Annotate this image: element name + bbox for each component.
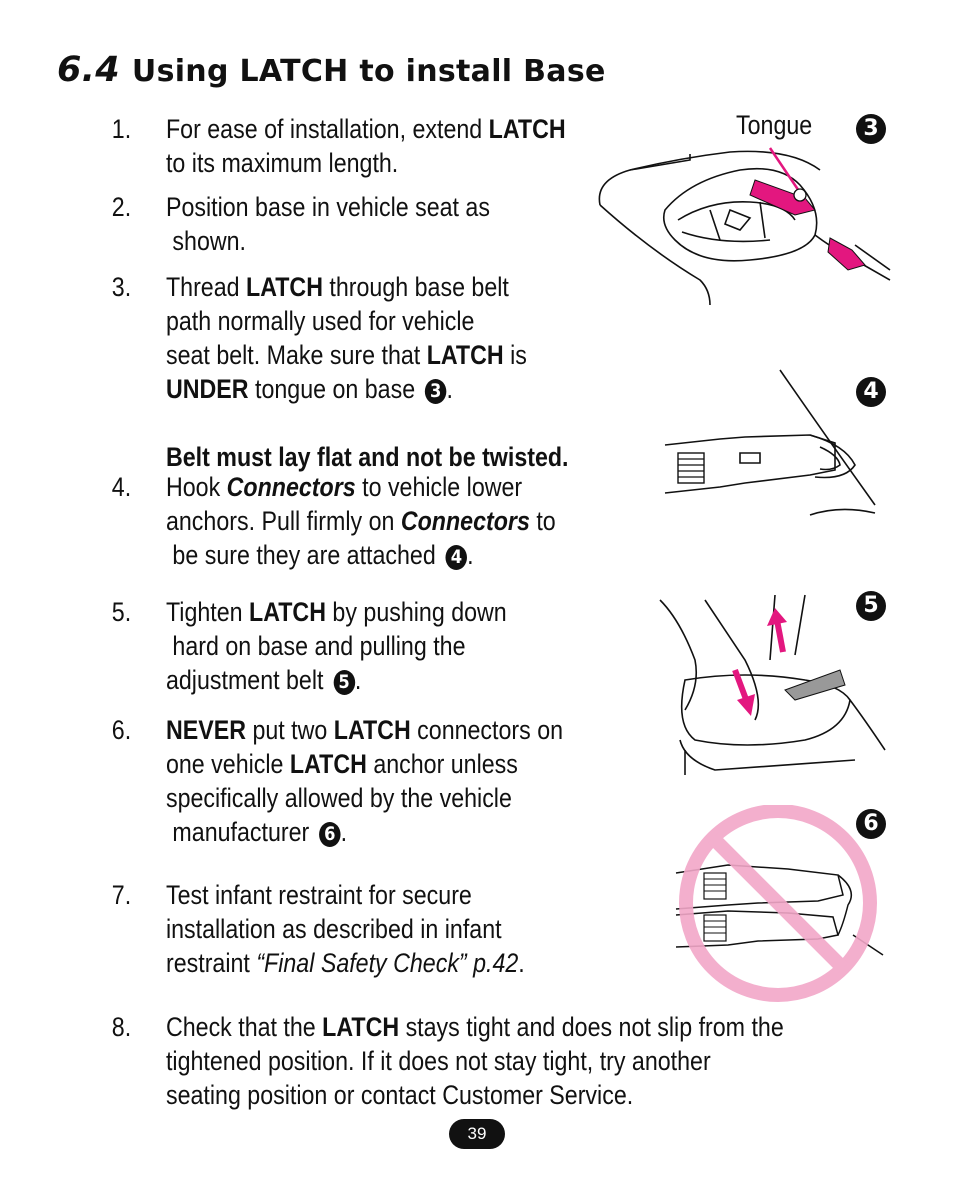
- step-line: [166, 1078, 784, 1112]
- step-text-segment: Hook: [165, 472, 227, 502]
- two-connectors-illustration: [668, 805, 888, 1005]
- step-text-segment: LATCH: [289, 749, 367, 779]
- step-text-segment: one vehicle: [165, 749, 290, 779]
- section-number: 6.4: [57, 50, 120, 90]
- step-line: [166, 406, 569, 440]
- step-line: [166, 338, 569, 372]
- step-text-segment: seating position or contact Customer Service.: [165, 1080, 634, 1110]
- step-text-segment: LATCH: [249, 597, 326, 627]
- step-text-segment: specifically allowed by the vehicle: [165, 783, 512, 813]
- step-line: [166, 946, 525, 980]
- tighten-latch-illustration: [655, 590, 895, 780]
- section-title: Using LATCH to install Base: [131, 54, 606, 89]
- step-text-segment: put two: [245, 715, 334, 745]
- step-text: [166, 1010, 784, 1112]
- figure-4-badge: 4: [856, 377, 886, 407]
- figure-5-badge: 5: [856, 591, 886, 621]
- figure-ref-badge: 3: [425, 379, 447, 404]
- step-text-segment: is: [503, 340, 527, 370]
- step-text-segment: manufacturer: [165, 817, 316, 847]
- step-text-segment: connectors on: [410, 715, 564, 745]
- step-text: [166, 190, 490, 258]
- step-line: [166, 815, 563, 849]
- step-line: [166, 504, 556, 538]
- step-text-segment: Belt must lay flat and not be twisted.: [165, 442, 569, 472]
- step-text-segment: Connectors: [226, 472, 356, 502]
- step-text: [166, 112, 566, 180]
- step-text-segment: shown.: [165, 226, 247, 256]
- step-text-segment: LATCH: [333, 715, 411, 745]
- page-number: 39: [449, 1119, 505, 1149]
- step-text-segment: Connectors: [400, 506, 530, 536]
- step-text-segment: tongue on base: [248, 374, 422, 404]
- step-text-segment: .: [354, 665, 362, 695]
- step-text-segment: hard on base and pulling the: [165, 631, 466, 661]
- step-line: [166, 270, 569, 304]
- step-text-segment: stays tight and does not slip from the: [399, 1012, 784, 1042]
- prohibited-icon: [686, 811, 870, 995]
- step-text-segment: by pushing down: [325, 597, 507, 627]
- figure-ref-badge: 4: [446, 545, 468, 570]
- step-line: [166, 629, 507, 663]
- step-line: [166, 112, 566, 146]
- step-line: [166, 713, 563, 747]
- step-text-segment: tightened position. If it does not stay tight, try another: [165, 1046, 711, 1076]
- step-text-segment: Position base in vehicle seat as: [165, 192, 490, 222]
- step-line: [166, 224, 490, 258]
- step-text: [166, 595, 507, 697]
- step-text-segment: For ease of installation, extend: [165, 114, 489, 144]
- step-text: [166, 713, 563, 849]
- step-number: 4.: [111, 472, 132, 502]
- step-line: [166, 470, 556, 504]
- step-line: [166, 538, 556, 572]
- connector-anchor-illustration: [660, 365, 890, 525]
- tongue-label: Tongue: [736, 110, 813, 140]
- step-text-segment: restraint: [165, 948, 257, 978]
- step-text-segment: [166, 408, 172, 438]
- figure-6-badge: 6: [856, 809, 886, 839]
- figure-3-badge: 3: [856, 114, 886, 144]
- step-text-segment: “Final Safety Check” p.42: [256, 948, 519, 978]
- step-line: [166, 663, 507, 697]
- step-line: [166, 304, 569, 338]
- step-line: [166, 440, 569, 474]
- section-heading: [57, 50, 606, 90]
- step-text-segment: .: [446, 374, 453, 404]
- step-text-segment: Check that the: [165, 1012, 323, 1042]
- step-line: [166, 1044, 784, 1078]
- step-text-segment: UNDER: [165, 374, 249, 404]
- step-text: [166, 270, 569, 474]
- step-line: [166, 1010, 784, 1044]
- step-text-segment: to: [529, 506, 556, 536]
- step-text-segment: Thread: [165, 272, 247, 302]
- step-line: [166, 781, 563, 815]
- step-text-segment: NEVER: [165, 715, 246, 745]
- step-text-segment: through base belt: [322, 272, 509, 302]
- step-line: [166, 595, 507, 629]
- step-text-segment: be sure they are attached: [165, 540, 443, 570]
- step-text-segment: .: [340, 817, 348, 847]
- step-text: [166, 878, 525, 980]
- figure-ref-badge: 5: [333, 670, 355, 695]
- step-text-segment: anchor unless: [366, 749, 518, 779]
- step-text: [166, 470, 556, 572]
- step-number: 2.: [111, 192, 132, 222]
- step-number: 1.: [111, 114, 132, 144]
- step-text-segment: LATCH: [246, 272, 323, 302]
- step-text-segment: anchors. Pull firmly on: [165, 506, 401, 536]
- step-text-segment: Test infant restraint for secure: [165, 880, 472, 910]
- step-line: [166, 146, 566, 180]
- step-text-segment: LATCH: [322, 1012, 400, 1042]
- step-text-segment: to its maximum length.: [165, 148, 399, 178]
- step-number: 3.: [111, 272, 132, 302]
- arrow-up-icon: [767, 608, 787, 652]
- figure-ref-badge: 6: [319, 822, 341, 847]
- step-line: [166, 190, 490, 224]
- step-number: 5.: [111, 597, 132, 627]
- step-number: 7.: [111, 880, 132, 910]
- step-number: 6.: [111, 715, 132, 745]
- step-text-segment: .: [518, 948, 525, 978]
- step-line: [166, 912, 525, 946]
- step-text-segment: LATCH: [426, 340, 504, 370]
- step-line: [166, 747, 563, 781]
- connector-grip: [678, 453, 704, 483]
- step-line: [166, 878, 525, 912]
- step-text-segment: to vehicle lower: [355, 472, 523, 502]
- base-seat-illustration: [590, 140, 905, 310]
- step-text-segment: Tighten: [165, 597, 250, 627]
- step-text-segment: LATCH: [488, 114, 566, 144]
- step-line: [166, 372, 569, 406]
- step-number: 8.: [111, 1012, 132, 1042]
- step-text-segment: seat belt. Make sure that: [165, 340, 427, 370]
- step-text-segment: .: [467, 540, 474, 570]
- step-text-segment: adjustment belt: [165, 665, 330, 695]
- step-text-segment: installation as described in infant: [165, 914, 502, 944]
- step-text-segment: path normally used for vehicle: [165, 306, 475, 336]
